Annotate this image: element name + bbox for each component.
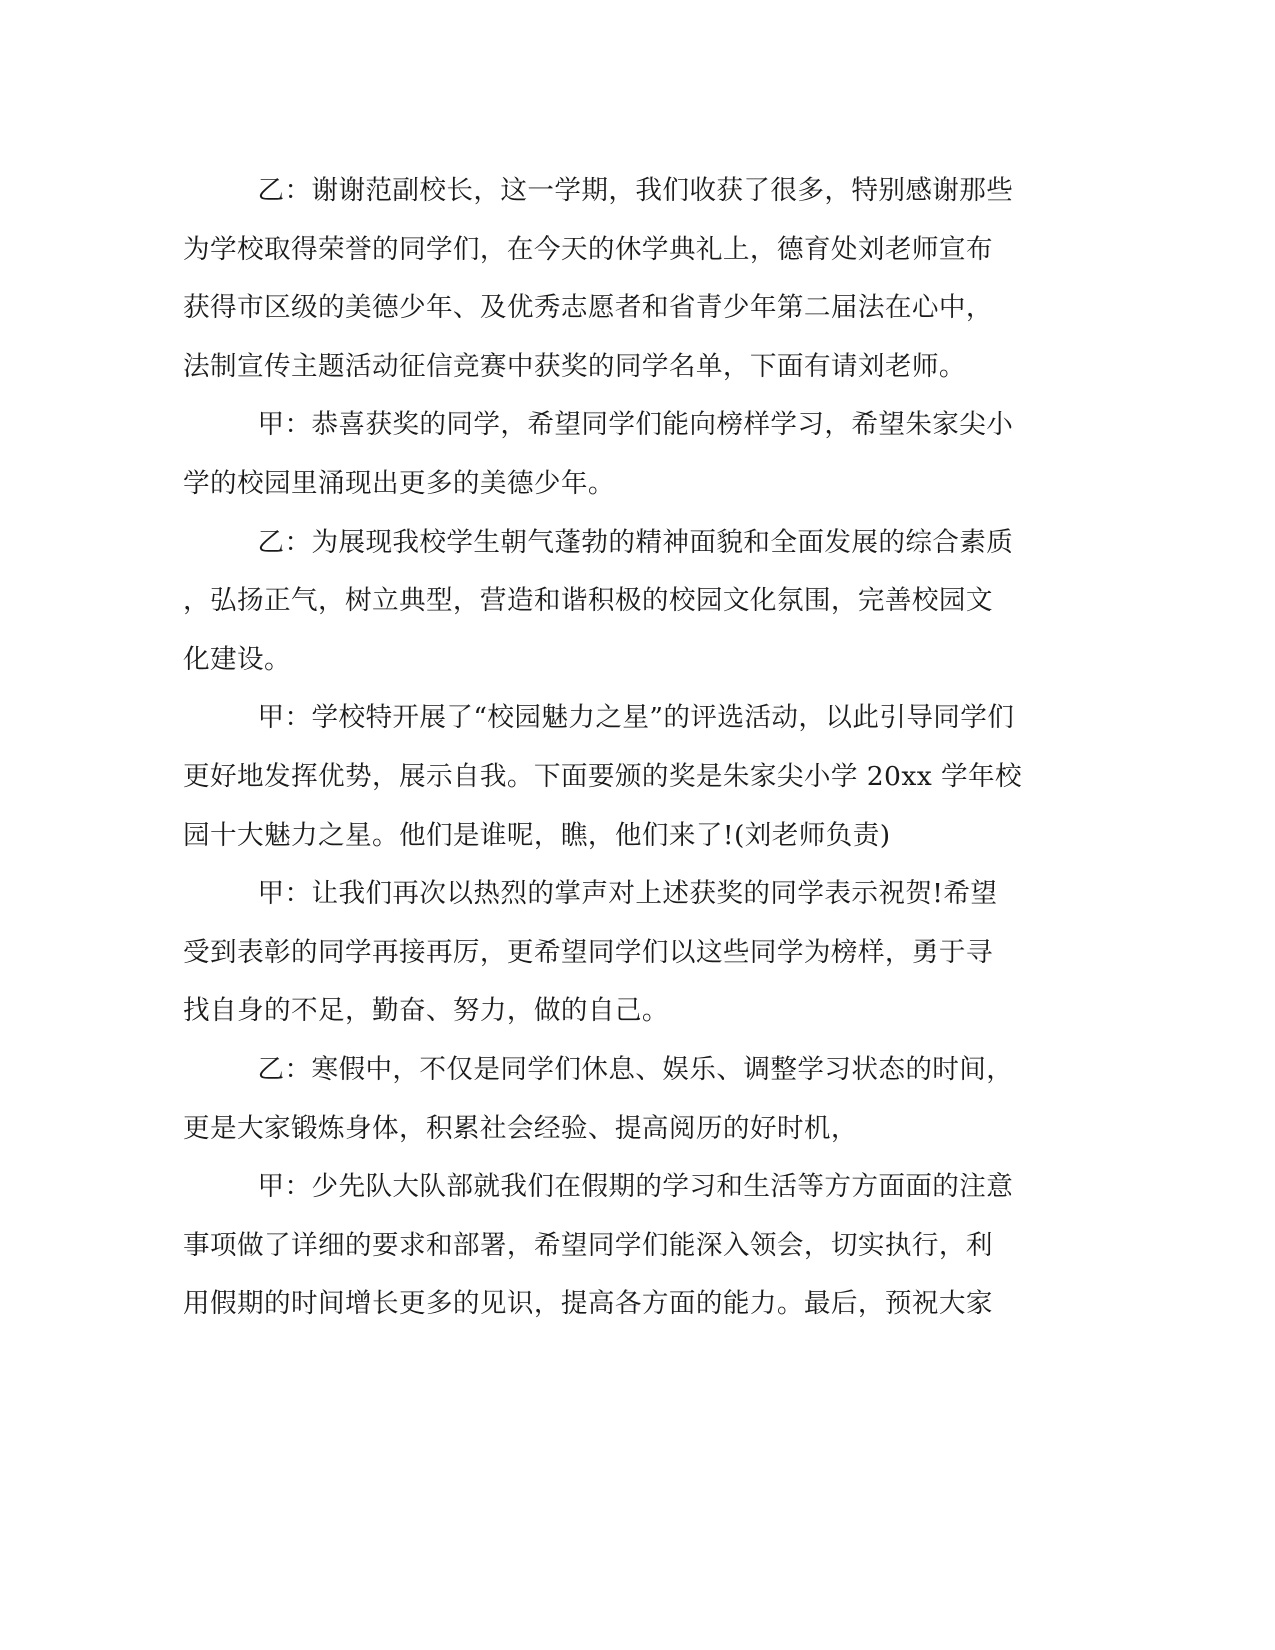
paragraph-6 [183,1041,1045,1158]
text-line: 甲：少先队大队部就我们在假期的学习和生活等方方面面的注意 [257,1171,1014,1203]
text-line: 化建设。 [183,643,291,675]
paragraph-7 [183,1158,1045,1334]
text-line: 甲：恭喜获奖的同学，希望同学们能向榜样学习，希望朱家尖小 [257,409,1014,441]
text-line: 受到表彰的同学再接再厉，更希望同学们以这些同学为榜样，勇于寻 [183,936,993,968]
text-line: 法制宣传主题活动征信竞赛中获奖的同学名单，下面有请刘老师。 [183,350,966,382]
text-line: 甲：学校特开展了“校园魅力之星”的评选活动，以此引导同学们 [257,702,1015,734]
text-line: 甲：让我们再次以热烈的掌声对上述获奖的同学表示祝贺!希望 [257,878,998,910]
text-line: 用假期的时间增长更多的见识，提高各方面的能力。最后，预祝大家 [183,1288,993,1320]
text-line: 获得市区级的美德少年、及优秀志愿者和省青少年第二届法在心中， [183,292,993,324]
text-line: 学的校园里涌现出更多的美德少年。 [183,467,615,499]
text-line: 园十大魅力之星。他们是谁呢，瞧，他们来了!(刘老师负责) [183,819,891,851]
text-line: 更是大家锻炼身体，积累社会经验、提高阅历的好时机， [183,1112,858,1144]
text-line: ，弘扬正气，树立典型，营造和谐积极的校园文化氛围，完善校园文 [183,585,993,617]
text-line: 乙：谢谢范副校长，这一学期，我们收获了很多，特别感谢那些 [257,175,1014,206]
text-line: 乙：寒假中，不仅是同学们休息、娱乐、调整学习状态的时间， [257,1053,1014,1085]
text-line: 更好地发挥优势，展示自我。下面要颁的奖是朱家尖小学 20xx 学年校 [183,760,1022,792]
text-line: 事项做了详细的要求和部署，希望同学们能深入领会，切实执行，利 [183,1229,993,1261]
body-text [183,162,1045,1334]
paragraph-4 [183,689,1045,865]
paragraph-2 [183,396,1045,513]
text-line: 找自身的不足，勤奋、努力，做的自己。 [183,995,669,1027]
text-line: 乙：为展现我校学生朝气蓬勃的精神面貌和全面发展的综合素质 [257,526,1014,558]
paragraph-3 [183,514,1045,690]
paragraph-5 [183,865,1045,1041]
text-line: 为学校取得荣誉的同学们，在今天的休学典礼上，德育处刘老师宣布 [183,233,993,265]
paragraph-1 [183,162,1045,396]
